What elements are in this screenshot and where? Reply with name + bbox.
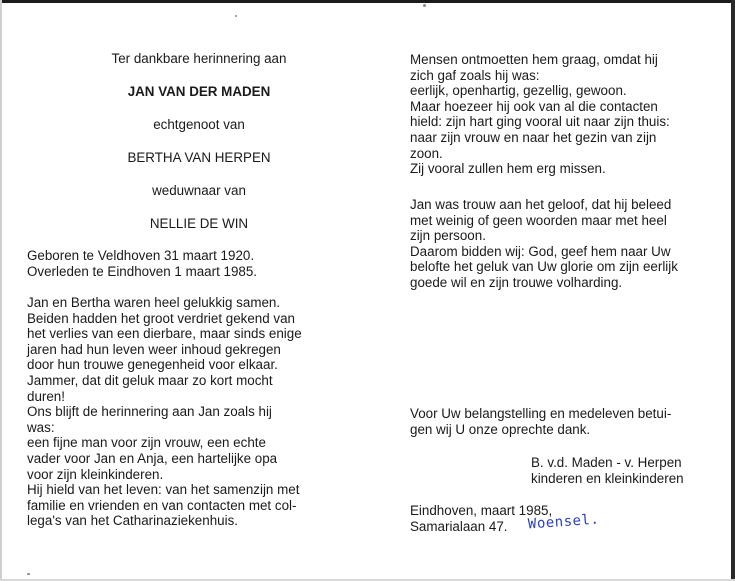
dedication-line: Ter dankbare herinnering aan <box>111 51 287 66</box>
text-line: eerlijk, openhartig, gezellig, gewoon. <box>410 83 627 99</box>
text-line: het verlies van een dierbare, maar sinds enige <box>27 326 302 342</box>
text-line: Jan was trouw aan het geloof, dat hij beleed <box>410 197 672 212</box>
text-line: Mensen ontmoetten hem graag, omdat hij <box>410 52 658 67</box>
top-border <box>0 0 733 3</box>
widower-label: weduwnaar van <box>152 183 246 198</box>
text-line: Voor Uw belangstelling en medeleven betui- <box>410 406 672 421</box>
text-line: belofte het geluk van Uw glorie om zijn eerlijk <box>410 259 678 275</box>
text-line: Beiden hadden het groot verdriet gekend van <box>27 310 296 326</box>
address: Samarialaan 47. <box>410 518 508 534</box>
text-line: Zij vooral zullen hem erg missen. <box>410 161 606 177</box>
life-dates <box>27 248 371 279</box>
text-line: door hun trouwe genegenheid voor elkaar. <box>27 357 278 373</box>
text-line: zoon. <box>410 145 443 161</box>
signature-family: kinderen en kleinkinderen <box>531 471 684 486</box>
text-line: Jammer, dat dit geluk maar zo kort mocht <box>27 372 273 388</box>
text-line: was: <box>27 419 55 435</box>
widower-name: NELLIE DE WIN <box>149 216 249 231</box>
spouse-name: BERTHA VAN HERPEN <box>127 150 271 165</box>
text-line: Jan en Bertha waren heel gelukkig samen. <box>27 295 281 310</box>
spouse-label: echtgenoot van <box>153 117 245 132</box>
text-line: goede wil en zijn trouwe volharding. <box>410 274 623 290</box>
text-line: jaren had hun leven weer inhoud gekregen <box>27 341 281 357</box>
text-line: met weinig of geen woorden maar met heel <box>410 212 667 228</box>
place-block <box>410 503 710 534</box>
handwritten-note: Woensel. <box>527 511 600 533</box>
left-border <box>0 0 2 581</box>
scan-speck <box>27 573 30 575</box>
text-line: een fijne man voor zijn vrouw, een echte <box>27 435 266 451</box>
deceased-name: JAN VAN DER MADEN <box>127 84 271 99</box>
signature-names: B. v.d. Maden - v. Herpen <box>531 455 682 470</box>
left-paragraph <box>27 295 371 529</box>
thanks-paragraph <box>410 406 710 437</box>
text-line: Maar hoezeer hij ook van al die contacten <box>410 98 658 114</box>
text-line: duren! <box>27 388 65 404</box>
text-line: Ons blijft de herinnering aan Jan zoals hij <box>27 404 272 420</box>
text-line: naar zijn vrouw en naar het gezin van zijn <box>410 129 657 145</box>
scan-speck <box>423 4 426 7</box>
text-line: Daarom bidden wij: God, geef hem naar Uw <box>410 243 671 259</box>
right-border <box>731 0 735 581</box>
text-line: zijn persoon. <box>410 228 486 244</box>
text-line: gen wij U onze oprechte dank. <box>410 421 591 437</box>
death-line: Overleden te Eindhoven 1 maart 1985. <box>27 263 258 279</box>
scan-speck <box>235 15 237 17</box>
right-paragraph-1 <box>410 52 710 177</box>
place-date: Eindhoven, maart 1985, <box>410 503 553 518</box>
text-line: vader voor Jan en Anja, een hartelijke opa <box>27 450 278 466</box>
right-paragraph-2 <box>410 197 710 291</box>
text-line: Hij hield van het leven: van het samenzijn met <box>27 482 300 498</box>
address-line <box>410 511 710 535</box>
text-line: voor zijn kleinkinderen. <box>27 466 164 482</box>
birth-line: Geboren te Veldhoven 31 maart 1920. <box>27 248 255 263</box>
text-line: lega's van het Catharinaziekenhuis. <box>27 513 238 529</box>
text-line: hield: zijn hart ging vooral uit naar zijn thuis: <box>410 114 670 130</box>
text-line: familie en vrienden en van contacten met col- <box>27 497 297 513</box>
text-line: zich gaf zoals hij was: <box>410 67 540 83</box>
